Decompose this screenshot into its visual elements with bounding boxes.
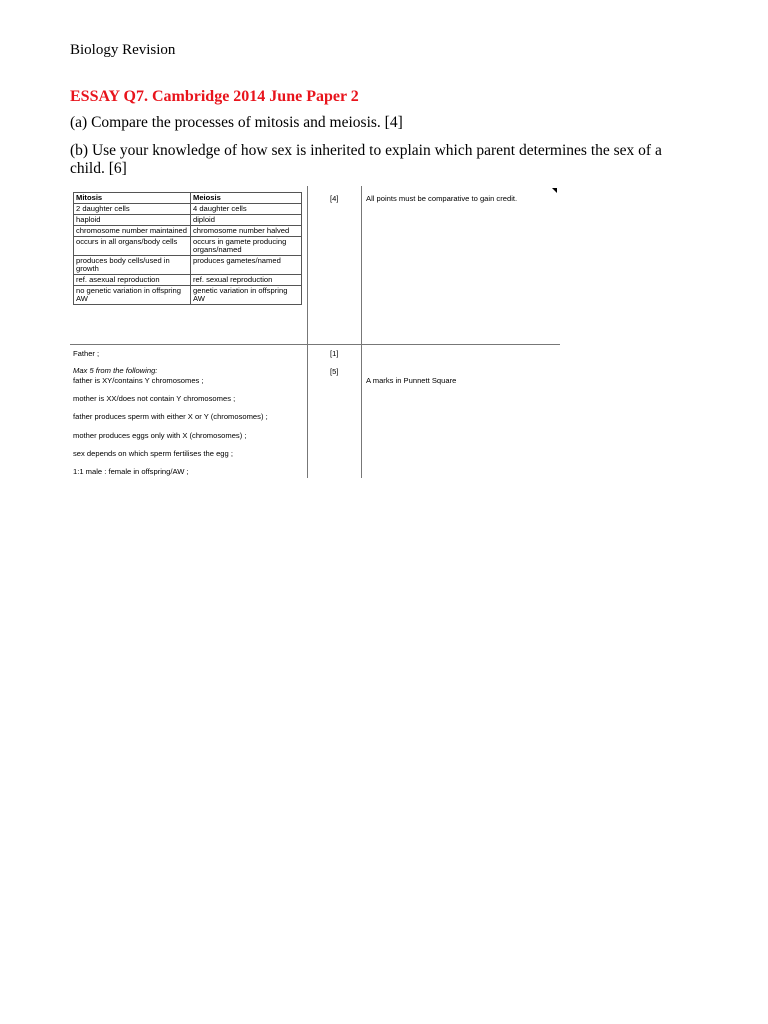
marking-point: sex depends on which sperm fertilises the egg ;	[73, 449, 233, 458]
table-cell: 4 daughter cells	[191, 204, 302, 215]
question-b: (b) Use your knowledge of how sex is inherited to explain which parent determines the sex of a child. [6]	[70, 142, 662, 177]
table-cell: chromosome number maintained	[74, 226, 191, 237]
mark-scheme	[70, 186, 560, 478]
part-b-max-marks: [5]	[330, 367, 339, 376]
table-header-row	[74, 193, 302, 204]
table-cell: occurs in all organs/body cells	[74, 237, 191, 256]
page-header: Biology Revision	[70, 42, 176, 58]
header-mitosis: Mitosis	[74, 193, 191, 204]
table-cell: 2 daughter cells	[74, 204, 191, 215]
corner-mark	[552, 188, 557, 193]
marking-point: 1:1 male : female in offspring/AW ;	[73, 467, 189, 476]
part-a-marks: [4]	[330, 194, 339, 203]
marking-point: mother is XX/does not contain Y chromosomes ;	[73, 394, 236, 403]
marking-point: father produces sperm with either X or Y (chromosomes) ;	[73, 412, 268, 421]
table-cell: produces body cells/used in growth	[74, 256, 191, 275]
divider-answer-marks	[307, 186, 308, 478]
table-cell: genetic variation in offspring AW	[191, 286, 302, 305]
table-cell: ref. asexual reproduction	[74, 275, 191, 286]
divider-part-a-b	[70, 344, 560, 345]
table-cell: produces gametes/named	[191, 256, 302, 275]
table-row	[74, 286, 302, 305]
comparison-table	[73, 192, 302, 305]
table-row	[74, 215, 302, 226]
header-meiosis: Meiosis	[191, 193, 302, 204]
marking-point: father is XY/contains Y chromosomes ;	[73, 376, 204, 385]
table-cell: ref. sexual reproduction	[191, 275, 302, 286]
part-b-answer-marks: [1]	[330, 349, 339, 358]
marking-point: mother produces eggs only with X (chromosomes) ;	[73, 431, 247, 440]
table-cell: diploid	[191, 215, 302, 226]
max-note: Max 5 from the following:	[73, 366, 158, 375]
table-row	[74, 237, 302, 256]
table-row	[74, 275, 302, 286]
part-b-answer: Father ;	[73, 349, 100, 358]
question-a: (a) Compare the processes of mitosis and meiosis. [4]	[70, 114, 403, 131]
table-row	[74, 204, 302, 215]
part-b-guidance: A marks in Punnett Square	[366, 376, 457, 385]
table-cell: occurs in gamete producing organs/named	[191, 237, 302, 256]
essay-title: ESSAY Q7. Cambridge 2014 June Paper 2	[70, 88, 359, 105]
table-cell: haploid	[74, 215, 191, 226]
part-a-guidance: All points must be comparative to gain credit.	[366, 194, 518, 203]
divider-marks-guidance	[361, 186, 362, 478]
table-row	[74, 226, 302, 237]
table-cell: chromosome number halved	[191, 226, 302, 237]
table-cell: no genetic variation in offspring AW	[74, 286, 191, 305]
table-row	[74, 256, 302, 275]
